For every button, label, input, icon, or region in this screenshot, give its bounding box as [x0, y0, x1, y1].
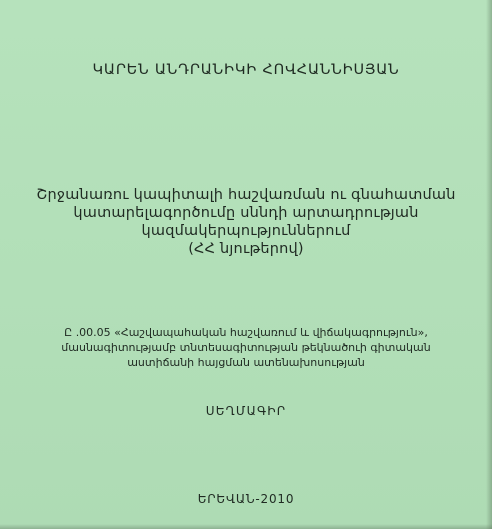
bottom-edge-shadow — [0, 524, 492, 529]
specialty-line-2: մասնագիտությամբ տնտեսագիտության թեկնածուի գիտական — [61, 341, 431, 354]
specialty-description — [0, 325, 492, 370]
title-line-4: (ՀՀ նյութերով) — [188, 241, 304, 257]
specialty-line-3: աստիճանի հայցման ատենախոսության — [127, 356, 365, 369]
place-and-year: ԵՐԵՎԱՆ-2010 — [197, 492, 295, 506]
title-line-1: Շրջանառու կապիտալի հաշվառման ու գնահատման — [36, 187, 456, 203]
dissertation-title — [0, 186, 492, 258]
title-line-2: կատարելագործումը սննդի արտադրության — [73, 205, 419, 221]
right-edge-shadow — [486, 0, 492, 529]
specialty-line-1: Ը .00.05 «Հաշվապահական հաշվառում և վիճակագրություն», — [64, 326, 428, 339]
document-type: ՍԵՂՄԱԳԻՐ — [205, 404, 287, 418]
author-name: ԿԱՐԵՆ ԱՆԴՐԱՆԻԿԻ ՀՈՎՀԱՆՆԻՍՅԱՆ — [92, 62, 400, 78]
title-line-3: կազմակերպություններում — [141, 223, 351, 239]
